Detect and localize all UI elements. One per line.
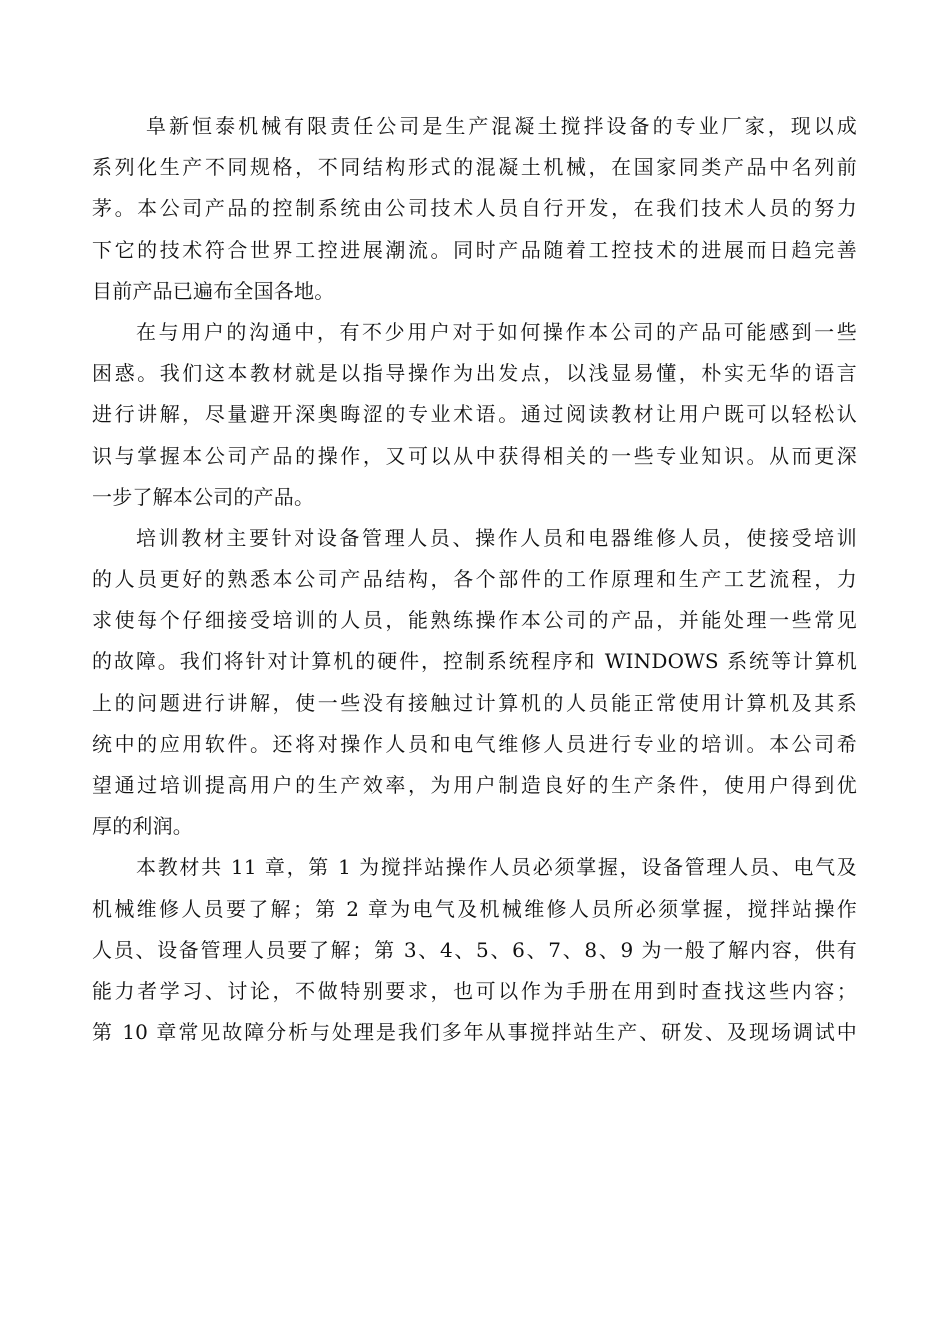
text-line: 望通过培训提高用户的生产效率，为用户制造良好的生产条件，使用户得到优 — [92, 773, 857, 797]
text-line: 人员、设备管理人员要了解；第 3、4、5、6、7、8、9 为一般了解内容，供有 — [92, 937, 857, 962]
text-line: 机械维修人员要了解；第 2 章为电气及机械维修人员所必须掌握，搅拌站操作 — [92, 896, 857, 921]
text-line: 困惑。我们这本教材就是以指导操作为出发点，以浅显易懂，朴实无华的语言 — [92, 361, 857, 386]
body-text — [92, 106, 857, 1053]
text-line: 在与用户的沟通中，有不少用户对于如何操作本公司的产品可能感到一些 — [136, 319, 857, 344]
text-line: 一步了解本公司的产品。 — [92, 484, 315, 509]
text-line: 系列化生产不同规格，不同结构形式的混凝土机械，在国家同类产品中名列前 — [92, 155, 857, 180]
paragraph-training-audience — [92, 518, 857, 848]
paragraph-chapter-overview — [92, 847, 857, 1053]
text-line: 下它的技术符合世界工控进展潮流。同时产品随着工控技术的进展而日趋完善 — [92, 237, 857, 262]
text-line: 的人员更好的熟悉本公司产品结构，各个部件的工作原理和生产工艺流程，力 — [92, 567, 857, 592]
text-line: 本教材共 11 章，第 1 为搅拌站操作人员必须掌握，设备管理人员、电气及 — [136, 855, 857, 880]
text-line: 识与掌握本公司产品的操作，又可以从中获得相关的一些专业知识。从而更深 — [92, 443, 857, 468]
text-line: 的故障。我们将针对计算机的硬件，控制系统程序和 WINDOWS 系统等计算机 — [92, 649, 857, 674]
paragraph-textbook-purpose — [92, 312, 857, 518]
text-line: 目前产品已遍布全国各地。 — [92, 278, 335, 303]
text-line: 阜新恒泰机械有限责任公司是生产混凝土搅拌设备的专业厂家，现以成 — [146, 114, 857, 138]
text-line: 第 10 章常见故障分析与处理是我们多年从事搅拌站生产、研发、及现场调试中 — [92, 1020, 857, 1045]
text-line: 培训教材主要针对设备管理人员、操作人员和电器维修人员，使接受培训 — [136, 525, 857, 550]
text-line: 能力者学习、讨论，不做特别要求，也可以作为手册在用到时查找这些内容； — [92, 978, 857, 1003]
paragraph-company-intro — [92, 106, 857, 312]
text-line: 厚的利润。 — [92, 814, 193, 839]
text-line: 求使每个仔细接受培训的人员，能熟练操作本公司的产品，并能处理一些常见 — [92, 608, 857, 633]
text-line: 进行讲解，尽量避开深奥晦涩的专业术语。通过阅读教材让用户既可以轻松认 — [92, 402, 857, 427]
text-line: 统中的应用软件。还将对操作人员和电气维修人员进行专业的培训。本公司希 — [92, 731, 857, 756]
text-line: 茅。本公司产品的控制系统由公司技术人员自行开发，在我们技术人员的努力 — [92, 196, 857, 221]
text-line: 上的问题进行讲解，使一些没有接触过计算机的人员能正常使用计算机及其系 — [92, 690, 857, 715]
